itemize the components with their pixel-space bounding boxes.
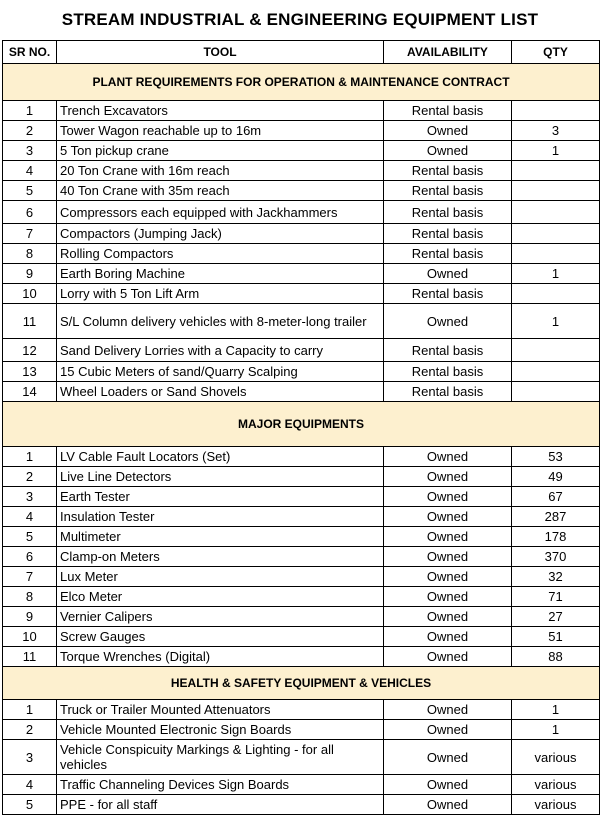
- qty-cell: [512, 382, 600, 402]
- header-tool: TOOL: [57, 41, 384, 64]
- tool-cell: Lux Meter: [57, 567, 384, 587]
- table-row: [3, 201, 600, 224]
- qty-cell: [512, 201, 600, 224]
- table-row: [3, 339, 600, 362]
- table-row: [3, 284, 600, 304]
- tool-cell: Tower Wagon reachable up to 16m: [57, 121, 384, 141]
- sr-no-cell: 2: [3, 121, 57, 141]
- availability-cell: Owned: [384, 447, 512, 467]
- table-row: [3, 700, 600, 720]
- table-row: [3, 224, 600, 244]
- sr-no-cell: 4: [3, 161, 57, 181]
- table-row: [3, 382, 600, 402]
- tool-cell: Trench Excavators: [57, 101, 384, 121]
- table-row: [3, 607, 600, 627]
- qty-cell: [512, 284, 600, 304]
- sr-no-cell: 6: [3, 547, 57, 567]
- tool-cell: Multimeter: [57, 527, 384, 547]
- header-sr-no: SR NO.: [3, 41, 57, 64]
- availability-cell: Owned: [384, 487, 512, 507]
- tool-cell: S/L Column delivery vehicles with 8-meter-long trailer: [57, 304, 384, 339]
- qty-cell: various: [512, 740, 600, 775]
- availability-cell: Owned: [384, 647, 512, 667]
- tool-cell: 5 Ton pickup crane: [57, 141, 384, 161]
- tool-cell: Clamp-on Meters: [57, 547, 384, 567]
- availability-cell: Owned: [384, 527, 512, 547]
- sr-no-cell: 2: [3, 467, 57, 487]
- sr-no-cell: 3: [3, 487, 57, 507]
- availability-cell: Rental basis: [384, 339, 512, 362]
- sr-no-cell: 11: [3, 647, 57, 667]
- header-qty: QTY: [512, 41, 600, 64]
- table-row: [3, 547, 600, 567]
- table-row: [3, 527, 600, 547]
- header-row: [3, 41, 600, 64]
- availability-cell: Owned: [384, 587, 512, 607]
- qty-cell: 71: [512, 587, 600, 607]
- availability-cell: Rental basis: [384, 201, 512, 224]
- qty-cell: 51: [512, 627, 600, 647]
- availability-cell: Rental basis: [384, 362, 512, 382]
- qty-cell: 32: [512, 567, 600, 587]
- table-row: [3, 244, 600, 264]
- tool-cell: Elco Meter: [57, 587, 384, 607]
- tool-cell: Rolling Compactors: [57, 244, 384, 264]
- table-row: [3, 161, 600, 181]
- qty-cell: 1: [512, 720, 600, 740]
- qty-cell: [512, 161, 600, 181]
- tool-cell: Truck or Trailer Mounted Attenuators: [57, 700, 384, 720]
- availability-cell: Owned: [384, 567, 512, 587]
- sr-no-cell: 12: [3, 339, 57, 362]
- sr-no-cell: 6: [3, 201, 57, 224]
- tool-cell: Insulation Tester: [57, 507, 384, 527]
- header-availability: AVAILABILITY: [384, 41, 512, 64]
- sr-no-cell: 5: [3, 795, 57, 815]
- tool-cell: LV Cable Fault Locators (Set): [57, 447, 384, 467]
- availability-cell: Owned: [384, 547, 512, 567]
- tool-cell: Traffic Channeling Devices Sign Boards: [57, 775, 384, 795]
- qty-cell: 27: [512, 607, 600, 627]
- tool-cell: Vernier Calipers: [57, 607, 384, 627]
- qty-cell: 88: [512, 647, 600, 667]
- table-row: [3, 362, 600, 382]
- tool-cell: Live Line Detectors: [57, 467, 384, 487]
- availability-cell: Owned: [384, 795, 512, 815]
- table-row: [3, 627, 600, 647]
- table-row: [3, 181, 600, 201]
- sr-no-cell: 1: [3, 101, 57, 121]
- sr-no-cell: 7: [3, 567, 57, 587]
- tool-cell: Compressors each equipped with Jackhammers: [57, 201, 384, 224]
- availability-cell: Rental basis: [384, 244, 512, 264]
- tool-cell: Vehicle Mounted Electronic Sign Boards: [57, 720, 384, 740]
- tool-cell: Torque Wrenches (Digital): [57, 647, 384, 667]
- sr-no-cell: 10: [3, 284, 57, 304]
- sr-no-cell: 4: [3, 775, 57, 795]
- table-row: [3, 587, 600, 607]
- qty-cell: 1: [512, 700, 600, 720]
- section-header-row: [3, 64, 600, 101]
- availability-cell: Rental basis: [384, 224, 512, 244]
- tool-cell: 20 Ton Crane with 16m reach: [57, 161, 384, 181]
- availability-cell: Rental basis: [384, 101, 512, 121]
- section-title: HEALTH & SAFETY EQUIPMENT & VEHICLES: [3, 667, 600, 700]
- availability-cell: Owned: [384, 627, 512, 647]
- sr-no-cell: 1: [3, 700, 57, 720]
- availability-cell: Owned: [384, 700, 512, 720]
- sr-no-cell: 11: [3, 304, 57, 339]
- table-row: [3, 567, 600, 587]
- availability-cell: Owned: [384, 720, 512, 740]
- page-title: STREAM INDUSTRIAL & ENGINEERING EQUIPMENT LIST: [61, 10, 539, 29]
- sr-no-cell: 13: [3, 362, 57, 382]
- sr-no-cell: 5: [3, 527, 57, 547]
- qty-cell: [512, 244, 600, 264]
- section-header-row: [3, 667, 600, 700]
- qty-cell: various: [512, 795, 600, 815]
- tool-cell: 40 Ton Crane with 35m reach: [57, 181, 384, 201]
- qty-cell: 49: [512, 467, 600, 487]
- tool-cell: Compactors (Jumping Jack): [57, 224, 384, 244]
- section-title: PLANT REQUIREMENTS FOR OPERATION & MAINTENANCE CONTRACT: [3, 64, 600, 101]
- qty-cell: 1: [512, 141, 600, 161]
- availability-cell: Owned: [384, 141, 512, 161]
- table-row: [3, 740, 600, 775]
- table-row: [3, 507, 600, 527]
- qty-cell: 53: [512, 447, 600, 467]
- tool-cell: Vehicle Conspicuity Markings & Lighting - for all vehicles: [57, 740, 384, 775]
- qty-cell: [512, 224, 600, 244]
- table-row: [3, 141, 600, 161]
- availability-cell: Rental basis: [384, 284, 512, 304]
- availability-cell: Owned: [384, 264, 512, 284]
- qty-cell: [512, 101, 600, 121]
- availability-cell: Owned: [384, 507, 512, 527]
- tool-cell: Earth Boring Machine: [57, 264, 384, 284]
- table-row: [3, 795, 600, 815]
- sr-no-cell: 8: [3, 244, 57, 264]
- availability-cell: Owned: [384, 304, 512, 339]
- sr-no-cell: 4: [3, 507, 57, 527]
- qty-cell: various: [512, 775, 600, 795]
- availability-cell: Rental basis: [384, 181, 512, 201]
- availability-cell: Owned: [384, 607, 512, 627]
- qty-cell: 3: [512, 121, 600, 141]
- tool-cell: Screw Gauges: [57, 627, 384, 647]
- qty-cell: [512, 181, 600, 201]
- sr-no-cell: 3: [3, 740, 57, 775]
- qty-cell: 370: [512, 547, 600, 567]
- availability-cell: Owned: [384, 121, 512, 141]
- tool-cell: Lorry with 5 Ton Lift Arm: [57, 284, 384, 304]
- sr-no-cell: 8: [3, 587, 57, 607]
- availability-cell: Owned: [384, 467, 512, 487]
- sr-no-cell: 2: [3, 720, 57, 740]
- qty-cell: 178: [512, 527, 600, 547]
- table-row: [3, 467, 600, 487]
- table-row: [3, 304, 600, 339]
- sr-no-cell: 7: [3, 224, 57, 244]
- qty-cell: [512, 339, 600, 362]
- availability-cell: Rental basis: [384, 382, 512, 402]
- sr-no-cell: 14: [3, 382, 57, 402]
- availability-cell: Owned: [384, 775, 512, 795]
- sr-no-cell: 10: [3, 627, 57, 647]
- section-header-row: [3, 402, 600, 447]
- equipment-table: [2, 40, 600, 815]
- table-row: [3, 121, 600, 141]
- table-row: [3, 447, 600, 467]
- tool-cell: PPE - for all staff: [57, 795, 384, 815]
- table-row: [3, 264, 600, 284]
- qty-cell: 1: [512, 304, 600, 339]
- sr-no-cell: 3: [3, 141, 57, 161]
- table-row: [3, 647, 600, 667]
- sr-no-cell: 9: [3, 607, 57, 627]
- qty-cell: [512, 362, 600, 382]
- table-row: [3, 101, 600, 121]
- table-row: [3, 487, 600, 507]
- section-title: MAJOR EQUIPMENTS: [3, 402, 600, 447]
- qty-cell: 287: [512, 507, 600, 527]
- tool-cell: Wheel Loaders or Sand Shovels: [57, 382, 384, 402]
- sr-no-cell: 9: [3, 264, 57, 284]
- qty-cell: 1: [512, 264, 600, 284]
- table-row: [3, 720, 600, 740]
- availability-cell: Rental basis: [384, 161, 512, 181]
- qty-cell: 67: [512, 487, 600, 507]
- sr-no-cell: 1: [3, 447, 57, 467]
- availability-cell: Owned: [384, 740, 512, 775]
- sr-no-cell: 5: [3, 181, 57, 201]
- table-row: [3, 775, 600, 795]
- tool-cell: Earth Tester: [57, 487, 384, 507]
- tool-cell: 15 Cubic Meters of sand/Quarry Scalping: [57, 362, 384, 382]
- tool-cell: Sand Delivery Lorries with a Capacity to carry: [57, 339, 384, 362]
